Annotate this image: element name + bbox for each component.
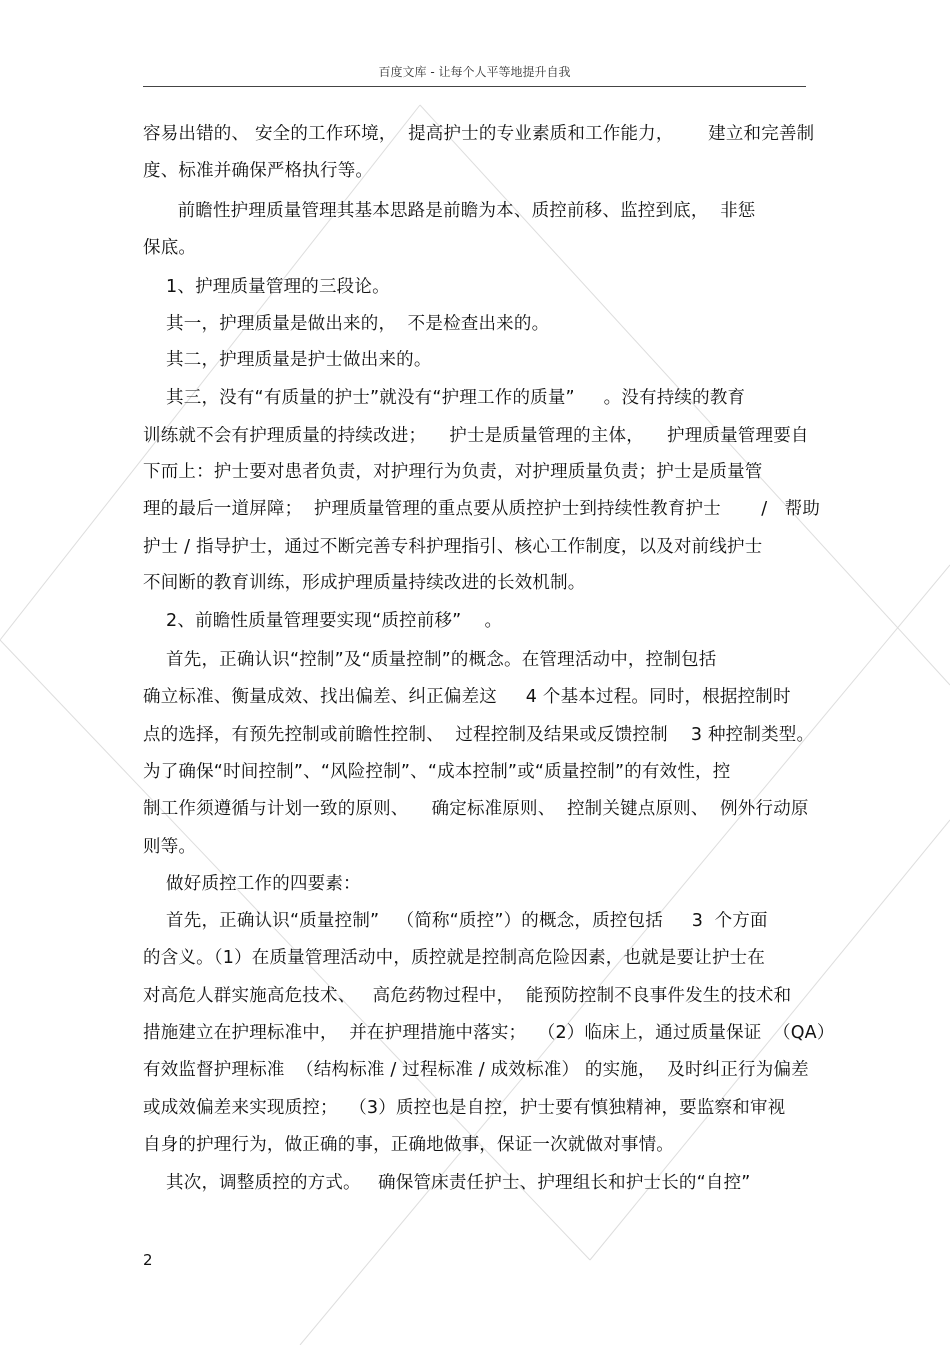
body-line: 保底。 [143, 238, 197, 258]
body-line: 训练就不会有护理质量的持续改进； 护士是质量管理的主体， 护理质量管理要自 [143, 426, 809, 446]
body-line: 度、标准并确保严格执行等。 [143, 161, 374, 181]
header-divider [143, 86, 806, 87]
body-line: 前瞻性护理质量管理其基本思路是前瞻为本、质控前移、监控到底， 非惩 [143, 201, 756, 221]
body-line: 有效监督护理标准 （结构标准 / 过程标准 / 成效标准） 的实施， 及时纠正行为偏差 [143, 1060, 809, 1080]
body-line: 理的最后一道屏障； 护理质量管理的重点要从质控护士到持续性教育护士 / 帮助 [143, 499, 821, 519]
body-line: 自身的护理行为，做正确的事，正确地做事，保证一次就做对事情。 [143, 1135, 674, 1155]
body-line: 对高危人群实施高危技术、 高危药物过程中， 能预防控制不良事件发生的技术和 [143, 986, 792, 1006]
body-line: 为了确保“时间控制”、“风险控制”、“成本控制”或“质量控制”的有效性，控 [143, 762, 731, 782]
body-line: 2、前瞻性质量管理要实现“质控前移” 。 [143, 611, 503, 631]
body-line: 其一，护理质量是做出来的， 不是检查出来的。 [143, 314, 550, 334]
body-line: 1、护理质量管理的三段论。 [143, 277, 390, 297]
body-line: 的含义。（1）在质量管理活动中，质控就是控制高危险因素，也就是要让护士在 [143, 948, 766, 968]
body-line: 容易出错的、 安全的工作环境， 提高护士的专业素质和工作能力， 建立和完善制 [143, 124, 815, 144]
body-line: 或成效偏差来实现质控； （3）质控也是自控，护士要有慎独精神，要监察和审视 [143, 1098, 786, 1118]
body-line: 不间断的教育训练，形成护理质量持续改进的长效机制。 [143, 573, 586, 593]
body-line: 护士 / 指导护士，通过不断完善专科护理指引、核心工作制度，以及对前线护士 [143, 537, 763, 557]
body-line: 首先，正确认识“质量控制” （简称“质控”）的概念，质控包括 3 个方面 [143, 911, 768, 931]
body-line: 其三，没有“有质量的护士”就没有“护理工作的质量” 。没有持续的教育 [143, 388, 746, 408]
body-line: 制工作须遵循与计划一致的原则、 确定标准原则、 控制关键点原则、 例外行动原 [143, 799, 809, 819]
body-line: 则等。 [143, 837, 197, 857]
body-line: 确立标准、衡量成效、找出偏差、纠正偏差这 4 个基本过程。同时，根据控制时 [143, 687, 791, 707]
body-line: 其次，调整质控的方式。 确保管床责任护士、护理组长和护士长的“自控” [143, 1173, 751, 1193]
body-line: 做好质控工作的四要素： [143, 874, 361, 894]
page-header: 百度文库 - 让每个人平等地提升自我 [378, 65, 571, 79]
body-line: 下而上：护士要对患者负责，对护理行为负责，对护理质量负责；护士是质量管 [143, 462, 763, 482]
body-line: 点的选择，有预先控制或前瞻性控制、 过程控制及结果或反馈控制 3 种控制类型。 [143, 725, 815, 745]
body-line: 首先，正确认识“控制”及“质量控制”的概念。在管理活动中，控制包括 [143, 650, 717, 670]
body-line: 其二，护理质量是护士做出来的。 [143, 350, 432, 370]
page-number: 2 [143, 1251, 153, 1269]
body-line: 措施建立在护理标准中， 并在护理措施中落实； （2）临床上，通过质量保证 （QA） [143, 1023, 835, 1043]
